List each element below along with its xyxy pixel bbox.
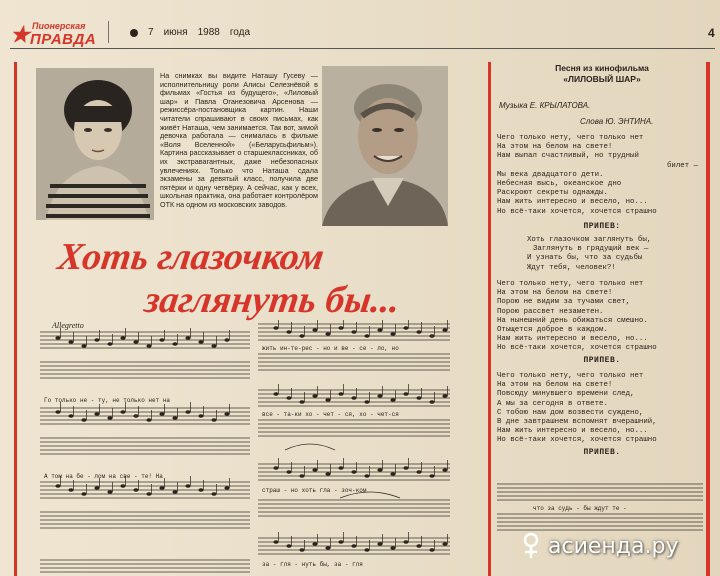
staff-lyric-3: жить ин-те-рес - но и ве - се - ло, но: [262, 345, 399, 352]
verse-line: Раскроют секреты однажды.: [497, 189, 608, 198]
note-head: [442, 468, 447, 472]
masthead-line1: Пионерская: [32, 21, 86, 31]
note-head: [351, 396, 356, 400]
song-title-line2: «ЛИЛОВЫЙ ШАР»: [563, 74, 641, 84]
note-head: [120, 410, 125, 414]
chorus-line: Заглянуть в грядущий век —: [533, 245, 649, 254]
date-day: 7: [148, 27, 154, 38]
note-head: [338, 466, 343, 470]
note-head: [159, 486, 164, 490]
verse-1: [497, 134, 707, 217]
note-head: [351, 470, 356, 474]
chorus-line: Хоть глазочком заглянуть бы,: [527, 236, 652, 244]
watermark-text: асиенда.ру: [548, 533, 679, 559]
note-head: [146, 344, 151, 348]
note-head: [68, 340, 73, 344]
note-head: [81, 492, 86, 496]
note-head: [273, 392, 278, 396]
note-head: [442, 394, 447, 398]
verse-3: [497, 372, 707, 446]
watermark-logo-icon: [520, 533, 542, 559]
note-head: [429, 548, 434, 552]
note-head: [403, 392, 408, 396]
note-head: [312, 328, 317, 332]
note-head: [146, 492, 151, 496]
photo-pavel-arsenov: [322, 66, 448, 226]
chorus-label: ПРИПЕВ.: [583, 448, 621, 457]
note-head: [211, 492, 216, 496]
verse-line: Нам выпал счастливый, но трудный: [497, 152, 639, 161]
chorus: [497, 236, 707, 273]
verse-line: На этом на белом на свете!: [497, 289, 613, 298]
verse-line: С тобою нам дом возвести суждено,: [497, 408, 644, 417]
chorus-label: ПРИПЕВ:: [583, 222, 621, 231]
verse-line: Порою рассвет незаметен.: [497, 307, 604, 316]
song-title-line1: Песня из кинофильма: [555, 63, 649, 73]
verse-line: На этом на белом на свете!: [497, 381, 613, 390]
note-head: [94, 338, 99, 342]
note-head: [351, 330, 356, 334]
note-head: [299, 334, 304, 338]
staff-lyric-2: А том на бе - лом на све - те! На: [44, 473, 163, 480]
note-head: [299, 548, 304, 552]
verse-line: Но всё-таки хочется, хочется страшно: [497, 207, 657, 216]
music-credit: Музыка Е. КРЫЛАТОВА.: [499, 101, 591, 110]
note-head: [377, 394, 382, 398]
note-head: [224, 486, 229, 490]
issue-date: [130, 27, 250, 38]
note-head: [390, 472, 395, 476]
note-head: [325, 398, 330, 402]
note-head: [429, 334, 434, 338]
note-head: [286, 544, 291, 548]
header-divider: [108, 21, 109, 43]
photo-caption: На снимках вы видите Наташу Гусеву — исполнительницу роли Алисы Селезнёвой в фильмах «Гостья из будущего», «Лиловый шар» и Павла Оганезовича Арсенова — режиссёра-постановщика картин. Наши читатели спрашивают в своих письмах, как живёт Наташа, чем занимается. Так вот, зимой девочка работала — снималась в фильме «Воля Вселенной» («Беларусьфильм»). Картина рассказывает о старшеклассниках, об их экстравагантных, даже небезопасных увлечениях. Только что Наташа сдала экзамены за девятый класс, получила две пятёрки и одну четвёрку. А сейчас, как у всех, школьная практика, она работает контролёром ОТК на одном из московских заводов.: [160, 71, 318, 209]
note-head: [185, 484, 190, 488]
note-head: [377, 468, 382, 472]
verse-line: Порою не видим за тучами свет,: [497, 298, 631, 307]
staff-lyric-5: страш - но хоть гла - зоч-ком: [262, 487, 367, 494]
date-suffix: года: [229, 27, 251, 38]
verse-line: билет —: [667, 161, 699, 170]
page-number: 4: [708, 26, 715, 40]
note-head: [416, 330, 421, 334]
verse-line: Чего только нету, чего только нет: [497, 372, 644, 380]
date-year: 1988: [197, 27, 220, 38]
verse-line: А мы за сегодня в ответе.: [497, 399, 608, 408]
note-head: [172, 490, 177, 494]
note-head: [185, 336, 190, 340]
note-head: [286, 470, 291, 474]
sheet-music-right: [497, 480, 703, 540]
red-frame-middle: [488, 62, 491, 576]
verse-line: Мы века двадцатого дети.: [497, 170, 604, 179]
note-head: [146, 418, 151, 422]
header-rule: [10, 48, 715, 49]
note-head: [403, 540, 408, 544]
note-head: [81, 418, 86, 422]
headline-line2: заглянуть бы...: [142, 279, 403, 321]
note-head: [286, 396, 291, 400]
verse-line: Нам жить интересно и весело, но...: [497, 427, 648, 436]
song-title: [497, 63, 707, 85]
verse-line: Нам жить интересно и весело, но...: [497, 198, 648, 207]
note-head: [312, 468, 317, 472]
note-head: [442, 328, 447, 332]
note-head: [133, 488, 138, 492]
note-head: [159, 338, 164, 342]
note-head: [94, 412, 99, 416]
note-head: [107, 416, 112, 420]
note-head: [364, 334, 369, 338]
verse-line: Повсюду минувшего времени след,: [497, 390, 635, 399]
note-head: [299, 474, 304, 478]
note-head: [338, 540, 343, 544]
note-head: [224, 412, 229, 416]
note-head: [273, 326, 278, 330]
note-head: [377, 328, 382, 332]
note-head: [211, 418, 216, 422]
verse-line: Небесная высь, океанское дно: [497, 180, 622, 189]
note-head: [68, 414, 73, 418]
note-head: [390, 398, 395, 402]
note-head: [325, 332, 330, 336]
note-head: [416, 544, 421, 548]
note-head: [325, 472, 330, 476]
note-head: [94, 486, 99, 490]
note-head: [442, 542, 447, 546]
masthead-line2: ПРАВДА: [30, 31, 97, 48]
staff-system-left-1: [40, 332, 250, 378]
note-head: [224, 338, 229, 342]
note-head: [107, 490, 112, 494]
bullet-icon: [130, 29, 138, 37]
headline-line1: Хоть глазочком: [55, 236, 327, 278]
note-head: [159, 412, 164, 416]
verse-line: В дне завтрашнем вспомнят вчерашний,: [497, 418, 657, 427]
sheet-music: [10, 320, 488, 576]
note-head: [286, 330, 291, 334]
note-head: [390, 332, 395, 336]
note-head: [120, 336, 125, 340]
note-head: [273, 466, 278, 470]
note-head: [185, 410, 190, 414]
note-head: [377, 542, 382, 546]
watermark: [520, 533, 678, 559]
note-head: [338, 326, 343, 330]
note-head: [416, 470, 421, 474]
note-head: [351, 544, 356, 548]
date-month: июня: [163, 27, 188, 38]
note-head: [416, 396, 421, 400]
verse-line: Отыщется доброе в каждом.: [497, 326, 608, 335]
verse-line: Чего только нету, чего только нет: [497, 280, 644, 288]
note-head: [120, 484, 125, 488]
note-head: [364, 400, 369, 404]
note-head: [55, 336, 60, 340]
right-staff-lyric: что за судь - бы ждут те -: [533, 505, 627, 512]
note-head: [390, 546, 395, 550]
verse-line: На этом на белом на свете!: [497, 143, 613, 152]
note-head: [133, 414, 138, 418]
note-head: [312, 394, 317, 398]
note-head: [429, 400, 434, 404]
note-head: [364, 548, 369, 552]
verse-line: На нынешний день обижаться смешно.: [497, 316, 648, 325]
note-head: [172, 342, 177, 346]
note-head: [198, 340, 203, 344]
note-head: [55, 410, 60, 414]
note-head: [338, 392, 343, 396]
note-head: [133, 340, 138, 344]
note-head: [312, 542, 317, 546]
tempo-marking: Allegretto: [52, 321, 84, 330]
verse-line: Но всё-таки хочется, хочется страшно: [497, 436, 657, 445]
note-head: [403, 466, 408, 470]
chorus-line: Ждут тебя, человек?!: [527, 263, 616, 272]
note-head: [211, 344, 216, 348]
verse-line: Но всё-таки хочется, хочется страшно: [497, 344, 657, 353]
note-head: [273, 540, 278, 544]
note-head: [172, 416, 177, 420]
note-head: [198, 488, 203, 492]
note-head: [198, 414, 203, 418]
note-head: [55, 484, 60, 488]
chorus-line: И узнать бы, что за судьбы: [527, 254, 643, 263]
note-head: [299, 400, 304, 404]
staff-lyric-4: все - та-ки хо - чет - ся, хо - чет-ся: [262, 411, 399, 418]
verse-line: Чего только нету, чего только нет: [497, 134, 644, 142]
note-head: [364, 474, 369, 478]
chorus-label: ПРИПЕВ.: [583, 356, 621, 365]
photo-natasha-guseva: [36, 68, 154, 220]
star-icon: ★: [10, 22, 30, 47]
note-head: [403, 326, 408, 330]
verse-line: Нам жить интересно и весело, но...: [497, 335, 648, 344]
words-credit: Слова Ю. ЭНТИНА.: [580, 117, 654, 126]
note-head: [68, 488, 73, 492]
note-head: [325, 546, 330, 550]
note-head: [429, 474, 434, 478]
verse-2: [497, 280, 707, 354]
staff-lyric-1: Го только не - ту, не только нет на: [44, 397, 171, 404]
note-head: [81, 344, 86, 348]
staff-lyric-6: за - гля - нуть бы, за - гля: [262, 561, 363, 568]
note-head: [107, 342, 112, 346]
